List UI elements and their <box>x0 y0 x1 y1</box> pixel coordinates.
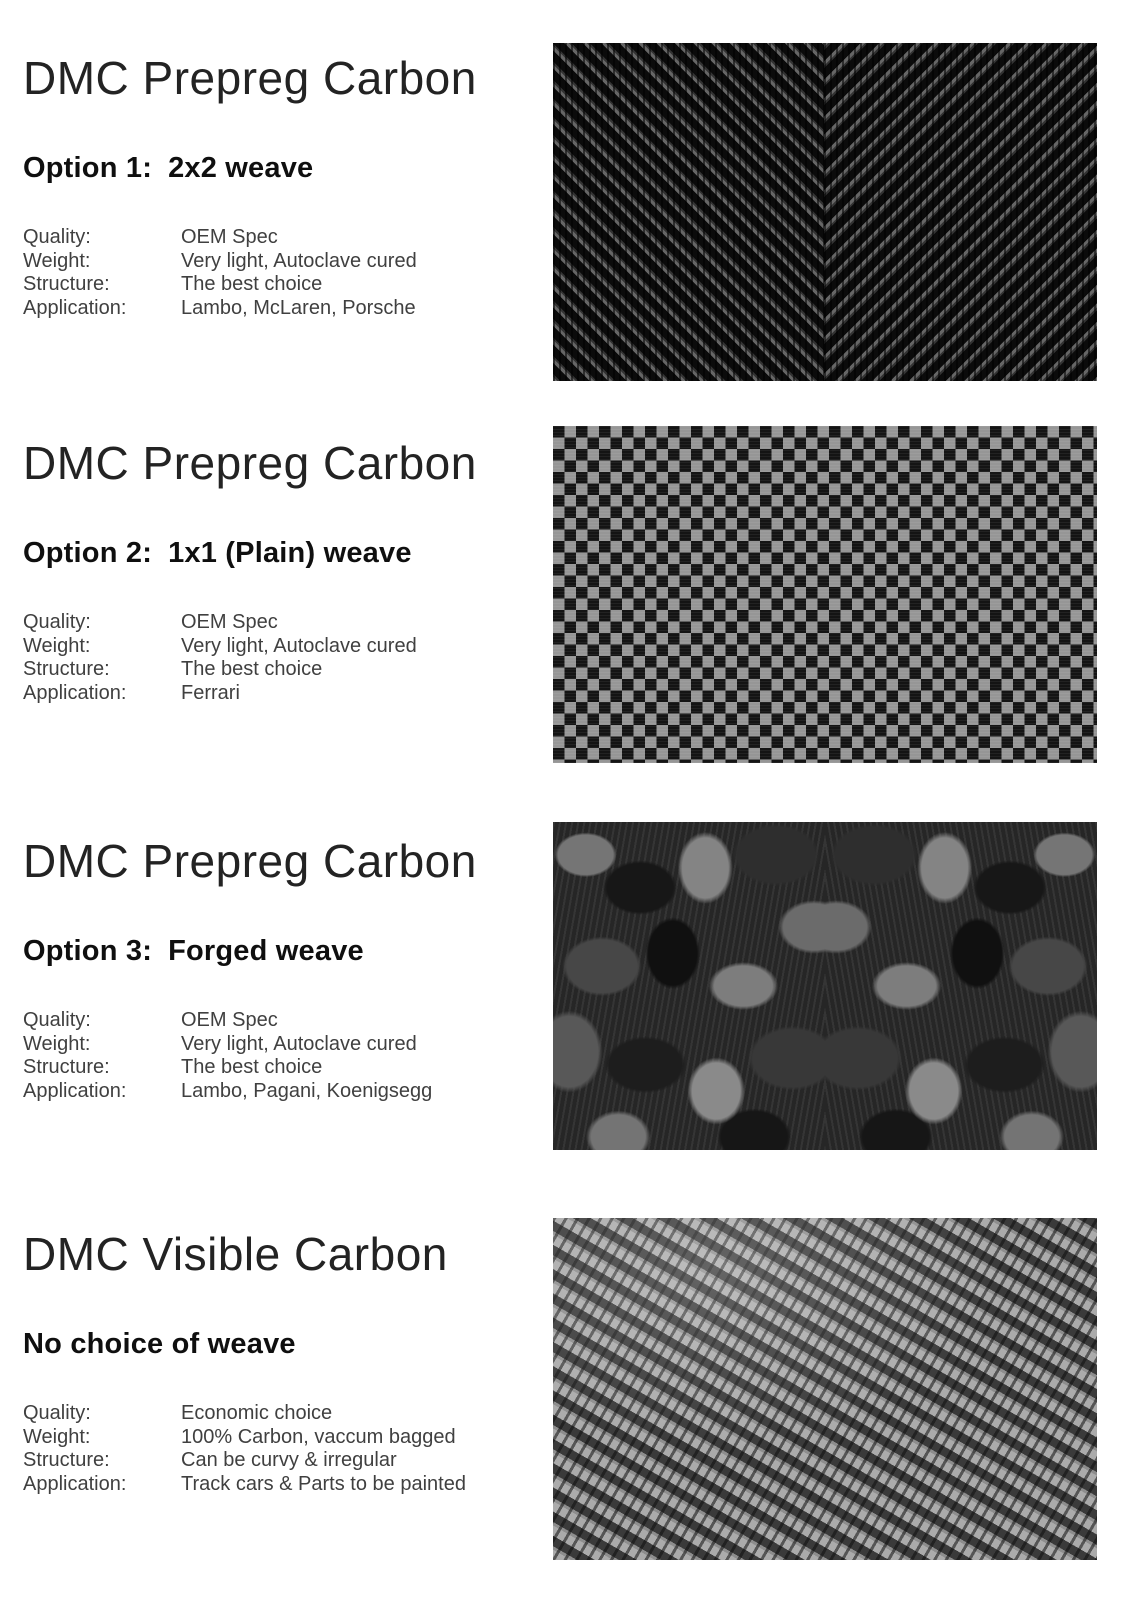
spec-value: OEM Spec <box>181 1009 278 1032</box>
spec-row-quality <box>23 226 543 250</box>
spec-value: The best choice <box>181 1056 323 1079</box>
spec-label: Quality: <box>23 1009 91 1032</box>
spec-row-weight <box>23 250 543 274</box>
spec-row-weight <box>23 1033 543 1057</box>
spec-row-structure <box>23 273 543 297</box>
spec-label: Weight: <box>23 1032 91 1055</box>
spec-row-weight <box>23 1426 543 1450</box>
spec-value: Very light, Autoclave cured <box>181 249 417 272</box>
section-3-text <box>23 835 543 1104</box>
section-2-text <box>23 437 543 706</box>
spec-label: Weight: <box>23 1425 91 1448</box>
spec-value: Lambo, McLaren, Porsche <box>181 296 416 319</box>
spec-label: Application: <box>23 681 127 704</box>
texture-right-half <box>824 43 1097 381</box>
spec-row-application <box>23 1473 543 1497</box>
spec-label: Application: <box>23 1079 127 1102</box>
spec-label: Application: <box>23 1472 127 1495</box>
texture-2x2-weave-image <box>553 43 1097 381</box>
section-4-option-heading <box>23 1327 543 1362</box>
spec-value: 100% Carbon, vaccum bagged <box>181 1425 456 1448</box>
spec-row-application <box>23 682 543 706</box>
spec-value: Very light, Autoclave cured <box>181 634 417 657</box>
spec-value: OEM Spec <box>181 611 278 634</box>
section-2-title: DMC Prepreg Carbon <box>23 437 477 489</box>
spec-value: Very light, Autoclave cured <box>181 1032 417 1055</box>
section-4-text <box>23 1228 543 1497</box>
spec-row-quality <box>23 1009 543 1033</box>
texture-left-half <box>553 43 826 381</box>
texture-right-half <box>825 822 1097 1150</box>
option-value: Forged weave <box>168 935 364 968</box>
option-label: Option 1: <box>23 152 153 185</box>
section-4-specs <box>23 1402 543 1496</box>
spec-value: Ferrari <box>181 681 240 704</box>
spec-label: Structure: <box>23 1449 110 1472</box>
texture-visible-carbon-image <box>553 1218 1097 1560</box>
texture-1x1-plain-weave-image <box>553 426 1097 763</box>
spec-value: OEM Spec <box>181 226 278 249</box>
section-1-specs <box>23 226 543 320</box>
option-value: 2x2 weave <box>168 152 314 185</box>
section-1-option-heading <box>23 151 543 186</box>
spec-value: Can be curvy & irregular <box>181 1449 397 1472</box>
option-label: No choice of weave <box>23 1328 296 1361</box>
spec-row-structure <box>23 1449 543 1473</box>
spec-label: Structure: <box>23 273 110 296</box>
section-3-specs <box>23 1009 543 1103</box>
spec-row-application <box>23 1080 543 1104</box>
spec-label: Quality: <box>23 611 91 634</box>
spec-label: Application: <box>23 296 127 319</box>
section-3-title: DMC Prepreg Carbon <box>23 835 477 887</box>
spec-value: The best choice <box>181 658 323 681</box>
spec-row-quality <box>23 1402 543 1426</box>
section-1-text <box>23 52 543 321</box>
texture-forged-weave-image <box>553 822 1097 1150</box>
option-value: 1x1 (Plain) weave <box>168 537 412 570</box>
spec-value: Track cars & Parts to be painted <box>181 1472 466 1495</box>
spec-label: Structure: <box>23 1056 110 1079</box>
spec-value: Economic choice <box>181 1402 333 1425</box>
spec-row-application <box>23 297 543 321</box>
section-1-title: DMC Prepreg Carbon <box>23 52 477 104</box>
spec-row-quality <box>23 611 543 635</box>
spec-label: Quality: <box>23 226 91 249</box>
spec-row-structure <box>23 1056 543 1080</box>
texture-left-half <box>553 822 825 1150</box>
spec-label: Structure: <box>23 658 110 681</box>
section-3-option-heading <box>23 934 543 969</box>
spec-value: The best choice <box>181 273 323 296</box>
option-label: Option 2: <box>23 537 153 570</box>
spec-row-weight <box>23 635 543 659</box>
section-2-specs <box>23 611 543 705</box>
spec-value: Lambo, Pagani, Koenigsegg <box>181 1079 433 1102</box>
spec-row-structure <box>23 658 543 682</box>
section-2-option-heading <box>23 536 543 571</box>
spec-label: Weight: <box>23 249 91 272</box>
section-4-title: DMC Visible Carbon <box>23 1228 448 1280</box>
spec-label: Quality: <box>23 1402 91 1425</box>
spec-label: Weight: <box>23 634 91 657</box>
option-label: Option 3: <box>23 935 153 968</box>
